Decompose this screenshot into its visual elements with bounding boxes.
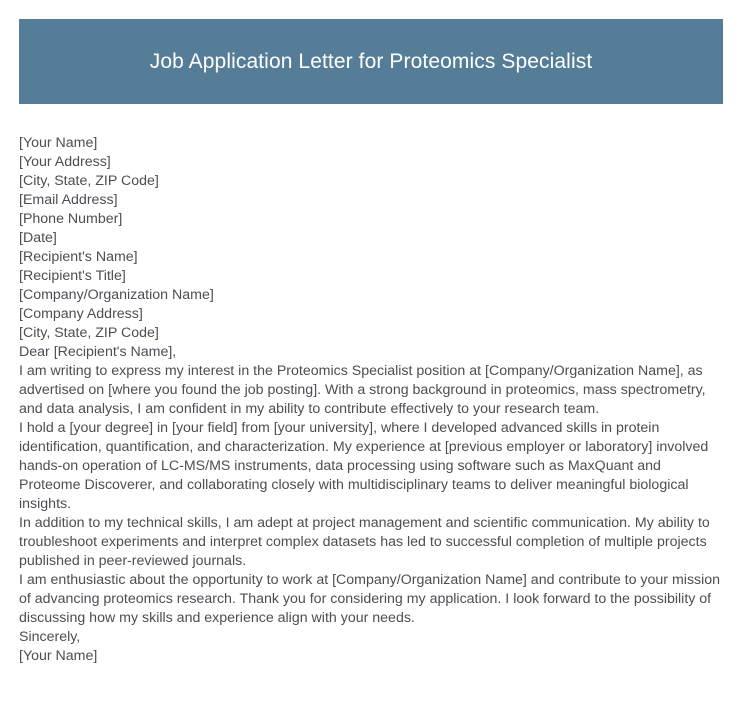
recipient-title-line: [Recipient's Title] (19, 268, 126, 284)
recipient-city-line: [City, State, ZIP Code] (19, 325, 159, 341)
body-paragraph-1: I am writing to express my interest in the Proteomics Specialist position at [Company/Organization Name], as advertised on [where you found the job posting]. With a strong background in proteomics, mass spectrometry, and data analysis, I am confident in my ability to contribute effectively to your research team. (19, 363, 706, 417)
sender-city-line: [City, State, ZIP Code] (19, 173, 159, 189)
closing-line: Sincerely, (19, 629, 81, 645)
recipient-company-line: [Company/Organization Name] (19, 287, 214, 303)
body-paragraph-4: I am enthusiastic about the opportunity to work at [Company/Organization Name] and contribute to your mission of advancing proteomics research. Thank you for considering my application. I look forward to the possibility of discussing how my skills and experience align with your needs. (19, 572, 721, 626)
sender-address-line: [Your Address] (19, 154, 111, 170)
sender-phone-line: [Phone Number] (19, 211, 123, 227)
sender-email-line: [Email Address] (19, 192, 118, 208)
signature-line: [Your Name] (19, 648, 98, 664)
date-line: [Date] (19, 230, 57, 246)
body-paragraph-2: I hold a [your degree] in [your field] from [your university], where I developed advanced skills in protein identification, quantification, and characterization. My experience at [previous employer or laboratory] involved hands-on operation of LC-MS/MS instruments, data processing using software such as MaxQuant and Proteome Discoverer, and collaborating closely with multidisciplinary teams to deliver meaningful biological insights. (19, 420, 709, 512)
recipient-name-line: [Recipient's Name] (19, 249, 138, 265)
salutation: Dear [Recipient's Name], (19, 344, 177, 360)
recipient-address-line: [Company Address] (19, 306, 143, 322)
sender-name-line: [Your Name] (19, 135, 98, 151)
body-paragraph-3: In addition to my technical skills, I am adept at project management and scientific communication. My ability to troubleshoot experiments and interpret complex datasets has led to successful completion of multiple projects published in peer-reviewed journals. (19, 515, 710, 569)
letter-content (19, 134, 724, 666)
document-header-banner (19, 19, 723, 104)
page-title: Job Application Letter for Proteomics Specialist (149, 49, 593, 73)
